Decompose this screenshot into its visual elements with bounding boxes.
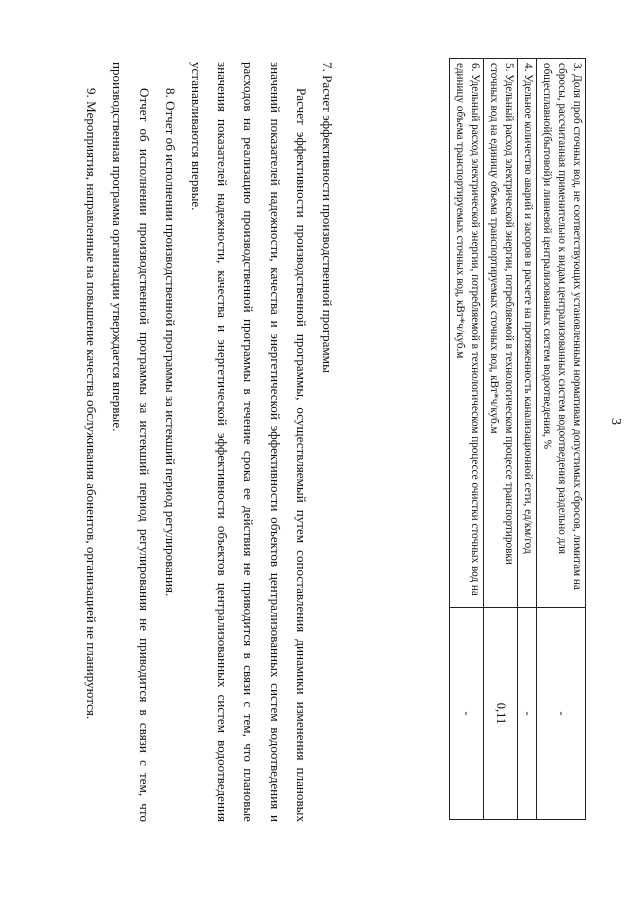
indicators-table <box>449 58 586 820</box>
section-8-body: Отчет об исполнении производственной программы за истекший период регулирования не приводится в связи с тем, что производственная программа организации утверждается впервые. <box>110 62 152 822</box>
indicator-value: 0,11 <box>484 608 518 820</box>
indicator-name: 3. Доля проб сточных вод, не соответствующих установленным нормативам допустимых сбросов, лимитам на сбросы, рассчитанная применительно к видам централизованных систем водоотведения раздельно для общесплавной(бытовой)и ливневой централизованных систем водоотведения, % <box>537 59 586 608</box>
body-text <box>78 62 340 822</box>
table-row <box>450 59 484 820</box>
indicator-value: - <box>537 608 586 820</box>
section-9-heading: 9. Мероприятия, направленные на повышение качества обслуживания абонентов, организацией не планируются. <box>84 88 100 720</box>
indicator-name: 6. Удельный расход электрической энергии, потребляемой в технологическом процессе очистки сточных вод на единицу объема транспортируемых сточных вод, кВт*ч/куб.м <box>450 59 484 608</box>
section-8-heading: 8. Отчет об исполнении производственной программы за истекший период регулирования. <box>162 88 178 597</box>
indicator-value: - <box>450 608 484 820</box>
section-7-heading: 7. Расчет эффективности производственной программы <box>320 62 335 373</box>
indicator-value: - <box>518 608 537 820</box>
table-row <box>484 59 518 820</box>
indicator-name: 4. Удельное количество аварий и засоров в расчете на протяженность канализационной сети, ед/км/год <box>518 59 537 608</box>
table-row <box>537 59 586 820</box>
table-row <box>518 59 537 820</box>
section-7-body: Расчет эффективности производственной программы, осуществляемый путем сопоставления динамики изменения плановых значений показателей надежности, качества и энергетической эффективности объектов централизованных систем водоотведения и расходов на реализацию производственной программы в течение срока ее действия не приводится в связи с тем, что плановые значения показателей надежности, качества и энергетической эффективности объектов централизованных систем водоотведения устанавливаются впервые. <box>188 62 309 822</box>
indicator-name: 5. Удельный расход электрической энергии, потребляемой в технологическом процессе транспортировки сточных вод на единицу объема транспортируемых сточных вод, кВт*ч/куб.м <box>484 59 518 608</box>
page-number: 3 <box>608 418 623 425</box>
